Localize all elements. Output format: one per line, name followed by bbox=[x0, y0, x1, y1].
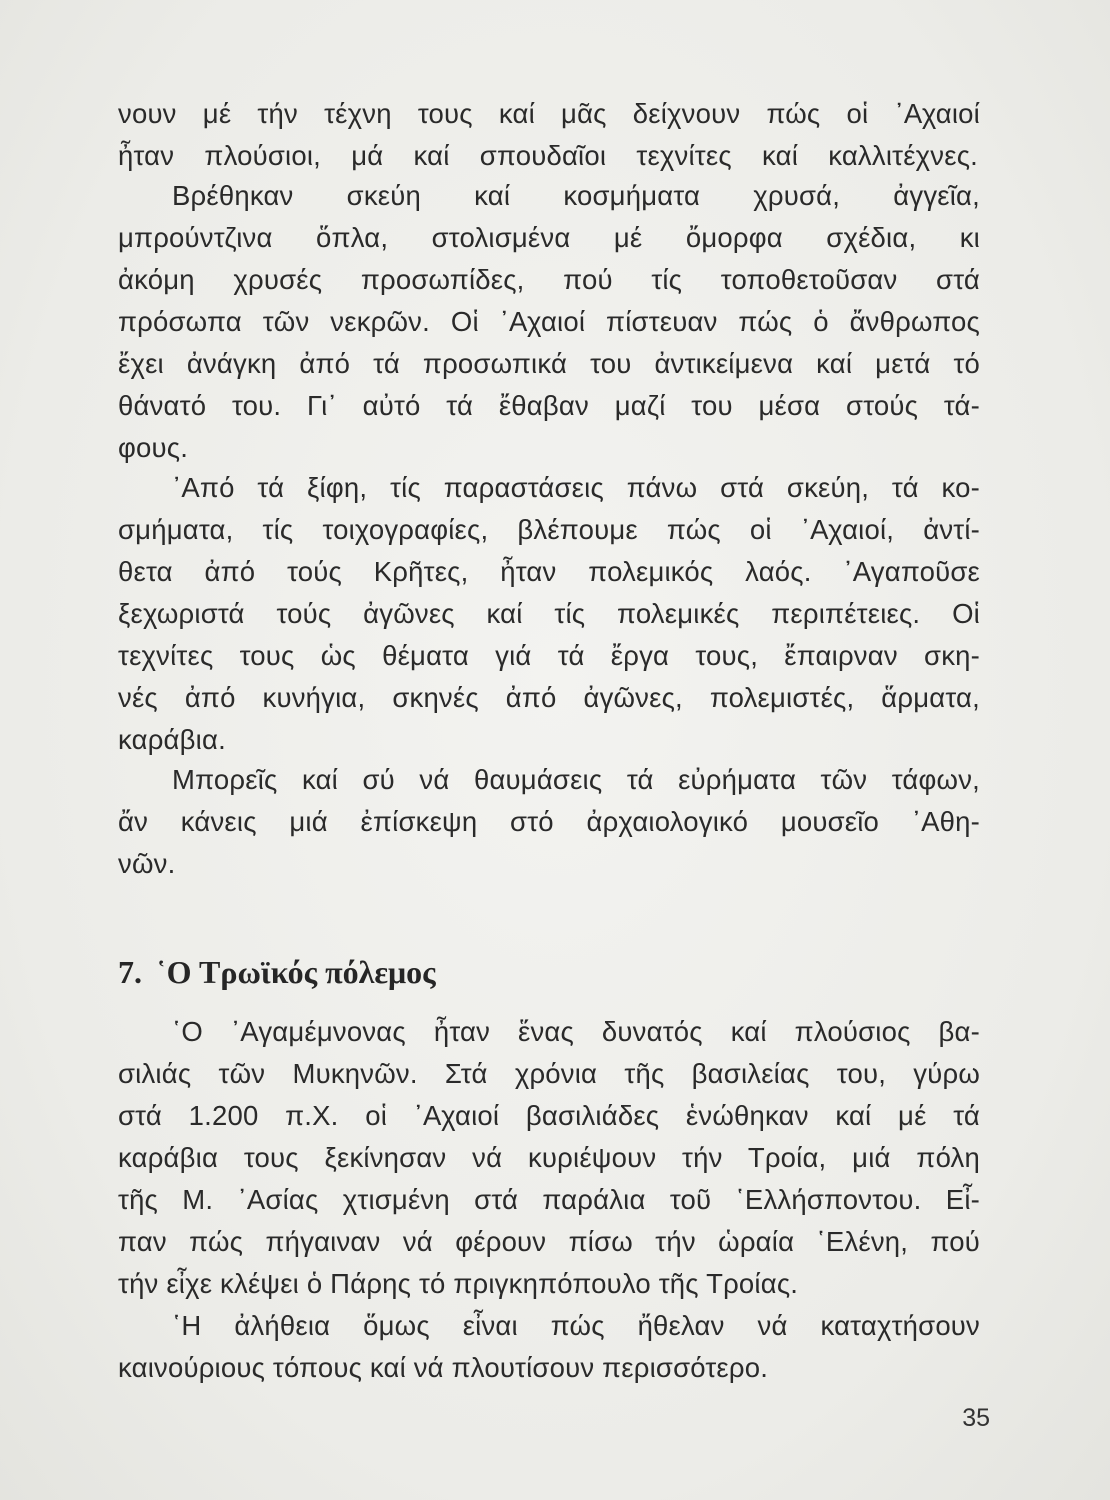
text-line: τῆς Μ. ᾿Ασίας χτισμένη στά παράλια τοῦ ῾Ελλήσποντου. Εἶ- bbox=[118, 1184, 980, 1215]
text-line: νουν μέ τήν τέχνη τους καί μᾶς δείχνουν πώς οἱ ᾿Αχαιοί bbox=[118, 98, 980, 129]
text-line: ἔχει ἀνάγκη ἀπό τά προσωπικά του ἀντικείμενα καί μετά τό bbox=[118, 348, 980, 379]
text-line: Βρέθηκαν σκεύη καί κοσμήματα χρυσά, ἀγγεῖα, bbox=[172, 180, 980, 211]
text-line: ᾿Από τά ξίφη, τίς παραστάσεις πάνω στά σκεύη, τά κο- bbox=[172, 472, 980, 503]
text-line: σιλιάς τῶν Μυκηνῶν. Στά χρόνια τῆς βασιλείας του, γύρω bbox=[118, 1058, 980, 1089]
text-line: τεχνίτες τους ὡς θέματα γιά τά ἔργα τους, ἔπαιρναν σκη- bbox=[118, 640, 980, 671]
text-line: πρόσωπα τῶν νεκρῶν. Οἱ ᾿Αχαιοί πίστευαν πώς ὁ ἄνθρωπος bbox=[118, 306, 980, 337]
text-line: ξεχωριστά τούς ἀγῶνες καί τίς πολεμικές περιπέτειες. Οἱ bbox=[118, 598, 980, 629]
section-heading bbox=[118, 950, 436, 994]
text-line: φους. bbox=[118, 432, 189, 463]
text-line: νές ἀπό κυνήγια, σκηνές ἀπό ἀγῶνες, πολεμιστές, ἅρματα, bbox=[118, 682, 980, 713]
text-line: ἀκόμη χρυσές προσωπίδες, πού τίς τοποθετοῦσαν στά bbox=[118, 264, 980, 295]
text-line: θάνατό του. Γι᾿ αὐτό τά ἔθαβαν μαζί του μέσα στούς τά- bbox=[118, 390, 980, 421]
text-line: ῾Η ἀλήθεια ὅμως εἶναι πώς ἤθελαν νά καταχτήσουν bbox=[172, 1310, 980, 1341]
text-line: ἦταν πλούσιοι, μά καί σπουδαῖοι τεχνίτες καί καλλιτέχνες. bbox=[118, 140, 978, 171]
text-line: θετα ἀπό τούς Κρῆτες, ἦταν πολεμικός λαός. ᾿Αγαποῦσε bbox=[118, 556, 980, 587]
page-number: 35 bbox=[962, 1404, 990, 1432]
text-line: καράβια τους ξεκίνησαν νά κυριέψουν τήν Τροία, μιά πόλη bbox=[118, 1142, 980, 1173]
text-line: ἄν κάνεις μιά ἐπίσκεψη στό ἀρχαιολογικό μουσεῖο ᾿Αθη- bbox=[118, 806, 980, 837]
text-line: στά 1.200 π.Χ. οἱ ᾿Αχαιοί βασιλιάδες ἑνώθηκαν καί μέ τά bbox=[118, 1100, 980, 1131]
text-line: καινούριους τόπους καί νά πλουτίσουν περισσότερο. bbox=[118, 1352, 769, 1383]
text-line: τήν εἶχε κλέψει ὁ Πάρης τό πριγκηπόπουλο τῆς Τροίας. bbox=[118, 1268, 799, 1299]
text-line: παν πώς πήγαιναν νά φέρουν πίσω τήν ὡραία ῾Ελένη, πού bbox=[118, 1226, 980, 1257]
text-line: Μπορεῖς καί σύ νά θαυμάσεις τά εὐρήματα τῶν τάφων, bbox=[172, 764, 980, 795]
section-title: ῾Ο Τρωϊκός πόλεμος bbox=[156, 954, 436, 990]
section-number: 7. bbox=[118, 954, 142, 990]
text-line: καράβια. bbox=[118, 724, 226, 755]
text-line: νῶν. bbox=[118, 848, 176, 879]
text-line: σμήματα, τίς τοιχογραφίες, βλέπουμε πώς οἱ ᾿Αχαιοί, ἀντί- bbox=[118, 514, 980, 545]
text-line: μπρούντζινα ὅπλα, στολισμένα μέ ὄμορφα σχέδια, κι bbox=[118, 222, 980, 253]
text-line: ῾Ο ᾿Αγαμέμνονας ἦταν ἕνας δυνατός καί πλούσιος βα- bbox=[172, 1016, 980, 1047]
